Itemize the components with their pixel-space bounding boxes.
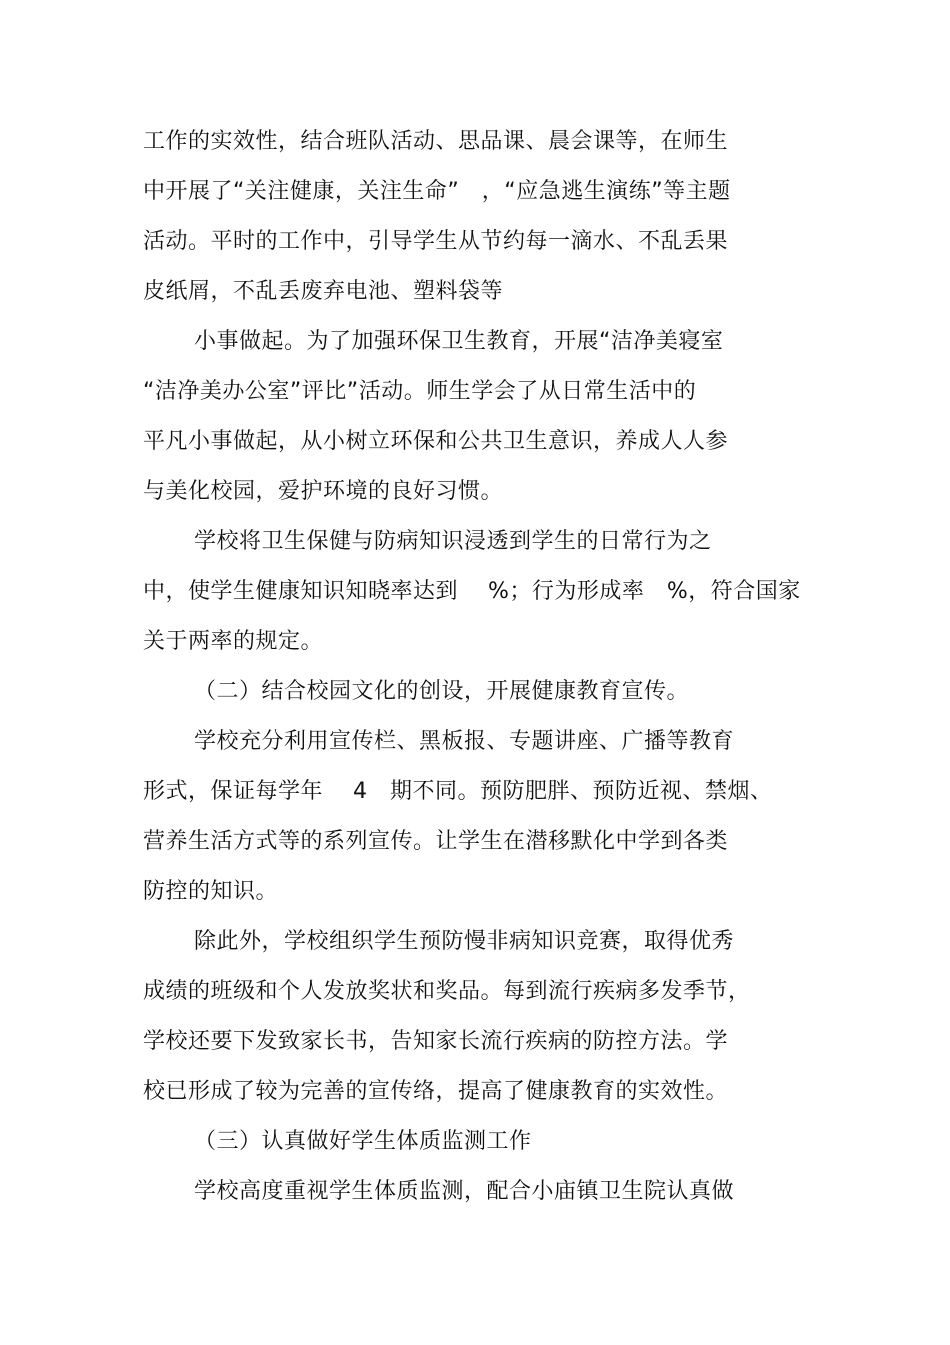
text-line-10: 中，使学生健康知识知晓率达到 %；行为形成率 %，符合国家: [143, 579, 801, 604]
text-line-1: 工作的实效性，结合班队活动、思品课、晨会课等，在师生: [143, 129, 729, 154]
text-line-8: 与美化校园，爱护环境的良好习惯。: [143, 479, 504, 504]
text-line-18: 成绩的班级和个人发放奖状和奖品。每到流行疾病多发季节，: [143, 979, 751, 1004]
section-heading-3: （三）认真做好学生体质监测工作: [194, 1129, 532, 1154]
text-line-2: 中开展了“关注健康，关注生命” ，“应急逃生演练”等主题: [143, 179, 731, 204]
text-line-7: 平凡小事做起，从小树立环保和公共卫生意识，养成人人参: [143, 429, 729, 454]
text-line-17: 除此外，学校组织学生预防慢非病知识竞赛，取得优秀: [194, 929, 735, 954]
text-line-11: 关于两率的规定。: [143, 629, 324, 654]
text-line-14: 形式，保证每学年 4 期不同。预防肥胖、预防近视、禁烟、: [143, 779, 773, 804]
text-line-4: 皮纸屑，不乱丢废弃电池、塑料袋等: [143, 279, 504, 304]
text-line-22: 学校高度重视学生体质监测，配合小庙镇卫生院认真做: [194, 1179, 735, 1204]
text-line-9: 学校将卫生保健与防病知识浸透到学生的日常行为之: [194, 529, 712, 554]
text-line-6: “洁净美办公室”评比”活动。师生学会了从日常生活中的: [143, 379, 697, 404]
text-line-3: 活动。平时的工作中，引导学生从节约每一滴水、不乱丢果: [143, 229, 729, 254]
text-line-13: 学校充分利用宣传栏、黑板报、专题讲座、广播等教育: [194, 729, 735, 754]
text-line-5: 小事做起。为了加强环保卫生教育，开展“洁净美寝室: [194, 329, 724, 354]
text-line-16: 防控的知识。: [143, 879, 279, 904]
text-line-20: 校已形成了较为完善的宣传络，提高了健康教育的实效性。: [143, 1079, 729, 1104]
text-line-19: 学校还要下发致家长书，告知家长流行疾病的防控方法。学: [143, 1029, 729, 1054]
text-line-15: 营养生活方式等的系列宣传。让学生在潜移默化中学到各类: [143, 829, 729, 854]
section-heading-2: （二）结合校园文化的创设，开展健康教育宣传。: [194, 679, 690, 704]
